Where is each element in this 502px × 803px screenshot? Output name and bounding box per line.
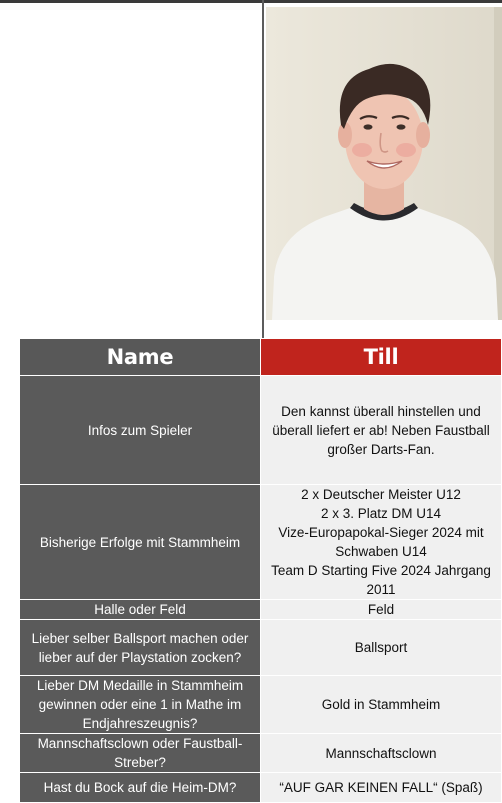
header-player-name: Till bbox=[261, 339, 502, 376]
question-cell: Mannschaftsclown oder Faustball-Streber? bbox=[20, 734, 261, 773]
answer-cell bbox=[261, 620, 502, 676]
table-row bbox=[20, 734, 502, 773]
answer-cell bbox=[261, 773, 502, 803]
header-name: Name bbox=[20, 339, 261, 376]
table-header-row bbox=[20, 339, 502, 376]
table-row bbox=[20, 485, 502, 600]
player-photo bbox=[266, 7, 502, 320]
table-row bbox=[20, 376, 502, 485]
answer-line: Mannschaftsclown bbox=[325, 745, 437, 761]
top-divider bbox=[264, 0, 502, 3]
question-cell: Bisherige Erfolge mit Stammheim bbox=[20, 485, 261, 600]
answer-line: Vize-Europapokal-Sieger 2024 mit bbox=[278, 525, 484, 540]
table-row bbox=[20, 676, 502, 734]
answer-cell bbox=[261, 376, 502, 485]
question-cell: Halle oder Feld bbox=[20, 600, 261, 620]
answer-line: 2 x 3. Platz DM U14 bbox=[320, 506, 442, 521]
table-row bbox=[20, 600, 502, 620]
question-cell: Infos zum Spieler bbox=[20, 376, 261, 485]
question-cell: Lieber selber Ballsport machen oder lieber auf der Playstation zocken? bbox=[20, 620, 261, 676]
question-cell: Lieber DM Medaille in Stammheim gewinnen oder eine 1 in Mathe im Endjahreszeugnis? bbox=[20, 676, 261, 734]
answer-line: Gold in Stammheim bbox=[321, 697, 441, 712]
answer-line: Ballsport bbox=[354, 640, 408, 655]
table-row bbox=[20, 773, 502, 803]
table-row bbox=[20, 620, 502, 676]
top-divider bbox=[0, 0, 262, 3]
answer-line: großer Darts-Fan. bbox=[327, 441, 435, 457]
answer-line: Schwaben U14 bbox=[335, 544, 427, 559]
answer-line: Team D Starting Five 2024 Jahrgang bbox=[271, 563, 491, 578]
answer-cell bbox=[261, 485, 502, 600]
answer-line: Den kannst überall hinstellen und bbox=[281, 403, 481, 419]
question-cell: Hast du Bock auf die Heim-DM? bbox=[20, 773, 261, 803]
answer-line: Feld bbox=[367, 602, 395, 617]
column-divider bbox=[262, 0, 264, 338]
player-info-table bbox=[19, 338, 502, 803]
answer-cell bbox=[261, 734, 502, 773]
answer-line: 2 x Deutscher Meister U12 bbox=[301, 487, 461, 502]
answer-line: “AUF GAR KEINEN FALL“ (Spaß) bbox=[279, 780, 483, 795]
answer-line: 2011 bbox=[366, 582, 396, 597]
answer-line: überall liefert er ab! Neben Faustball bbox=[272, 422, 490, 438]
answer-cell bbox=[261, 676, 502, 734]
answer-cell bbox=[261, 600, 502, 620]
